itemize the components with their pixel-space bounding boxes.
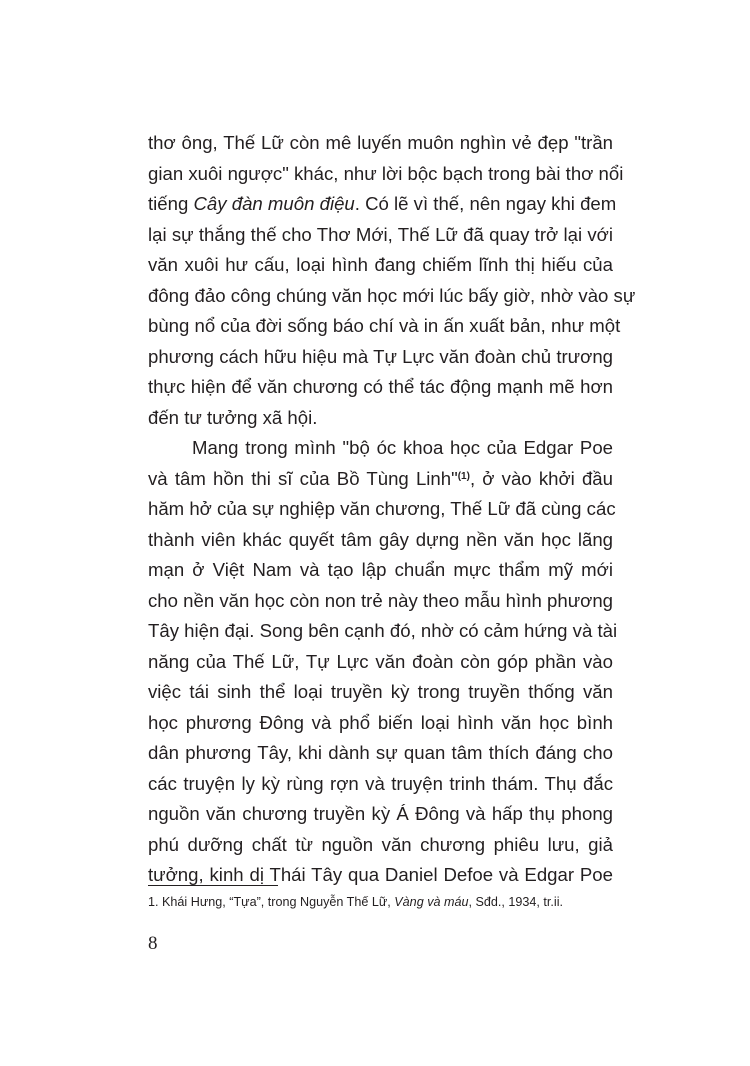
body-text <box>148 128 636 891</box>
text-line <box>148 464 613 495</box>
text-line <box>148 159 624 190</box>
text-segment: việc tái sinh thể loại truyền kỳ trong truyền thống văn <box>148 681 613 702</box>
text-line <box>148 677 613 708</box>
text-line <box>148 403 613 434</box>
text-segment: tiếng <box>148 193 194 214</box>
text-line <box>148 342 613 373</box>
footnote-text-before: Khái Hưng, “Tựa”, trong Nguyễn Thế Lữ, <box>158 895 395 909</box>
text-line <box>148 250 613 281</box>
text-segment: đến tư tưởng xã hội. <box>148 406 318 428</box>
text-segment: nguồn văn chương truyền kỳ Á Đông và hấp thụ phong <box>148 803 613 824</box>
page-number: 8 <box>148 933 158 954</box>
text-segment: thơ ông, Thế Lữ còn mê luyến muôn nghìn vẻ đẹp "trần <box>148 132 613 153</box>
text-segment: , ở vào khởi đầu <box>469 467 613 489</box>
text-segment: bùng nổ của đời sống báo chí và in ấn xuất bản, như một <box>148 315 621 336</box>
text-segment: năng của Thế Lữ, Tự Lực văn đoàn còn góp phần vào <box>148 650 613 672</box>
text-segment: mạn ở Việt Nam và tạo lập chuẩn mực thẩm mỹ mới <box>148 559 613 580</box>
text-line <box>148 708 613 739</box>
text-segment: và tâm hồn thi sĩ của Bồ Tùng Linh" <box>148 467 458 489</box>
text-segment: học phương Đông và phổ biến loại hình văn học bình <box>148 711 613 733</box>
text-line <box>148 220 613 251</box>
text-line <box>148 830 613 861</box>
text-line <box>148 189 617 220</box>
text-segment: lại sự thắng thế cho Thơ Mới, Thế Lữ đã quay trở lại với <box>148 223 613 245</box>
text-segment: hăm hở của sự nghiệp văn chương, Thế Lữ đã cùng các <box>148 498 616 519</box>
text-segment: dân phương Tây, khi dành sự quan tâm thích đáng cho <box>148 742 613 763</box>
text-line <box>148 738 613 769</box>
footnote-marker: 1. <box>148 895 159 909</box>
text-line <box>148 586 613 617</box>
text-segment: phú dưỡng chất từ nguồn văn chương phiêu lưu, giả <box>148 833 613 855</box>
text-line <box>148 494 616 525</box>
text-segment: Mang trong mình "bộ óc khoa học của Edgar Poe <box>192 437 613 458</box>
text-line <box>148 647 613 678</box>
text-line <box>148 769 613 800</box>
text-line <box>148 555 613 586</box>
text-segment: thực hiện để văn chương có thể tác động mạnh mẽ hơn <box>148 376 613 397</box>
text-segment: gian xuôi ngược" khác, như lời bộc bạch trong bài thơ nổi <box>148 162 624 184</box>
text-line <box>148 372 613 403</box>
text-segment: thành viên khác quyết tâm gây dựng nền văn học lãng <box>148 528 613 550</box>
text-line <box>148 311 621 342</box>
footnote-reference: (1) <box>457 470 470 482</box>
text-line <box>148 616 618 647</box>
text-line <box>148 799 613 830</box>
text-line <box>148 281 636 312</box>
text-segment: các truyện ly kỳ rùng rợn và truyện trinh thám. Thụ đắc <box>148 772 613 794</box>
footnote <box>148 893 618 911</box>
text-segment: văn xuôi hư cấu, loại hình đang chiếm lĩnh thị hiếu của <box>148 254 613 275</box>
footnote-separator <box>148 885 278 886</box>
text-segment: phương cách hữu hiệu mà Tự Lực văn đoàn chủ trương <box>148 345 613 367</box>
text-line <box>148 433 613 464</box>
italic-title: Cây đàn muôn điệu <box>193 193 355 214</box>
text-line <box>148 525 613 556</box>
text-segment: cho nền văn học còn non trẻ này theo mẫu hình phương <box>148 589 614 611</box>
footnote-title: Vàng và máu <box>394 895 469 909</box>
text-segment: đông đảo công chúng văn học mới lúc bấy giờ, nhờ vào sự <box>148 284 636 306</box>
footnote-text-after: , Sđd., 1934, tr.ii. <box>468 895 564 909</box>
text-line <box>148 128 613 159</box>
text-segment: . Có lẽ vì thế, nên ngay khi đem <box>354 193 617 214</box>
text-segment: Tây hiện đại. Song bên cạnh đó, nhờ có cảm hứng và tài <box>148 620 618 641</box>
text-segment: tưởng, kinh dị Thái Tây qua Daniel Defoe và Edgar Poe <box>148 864 613 885</box>
